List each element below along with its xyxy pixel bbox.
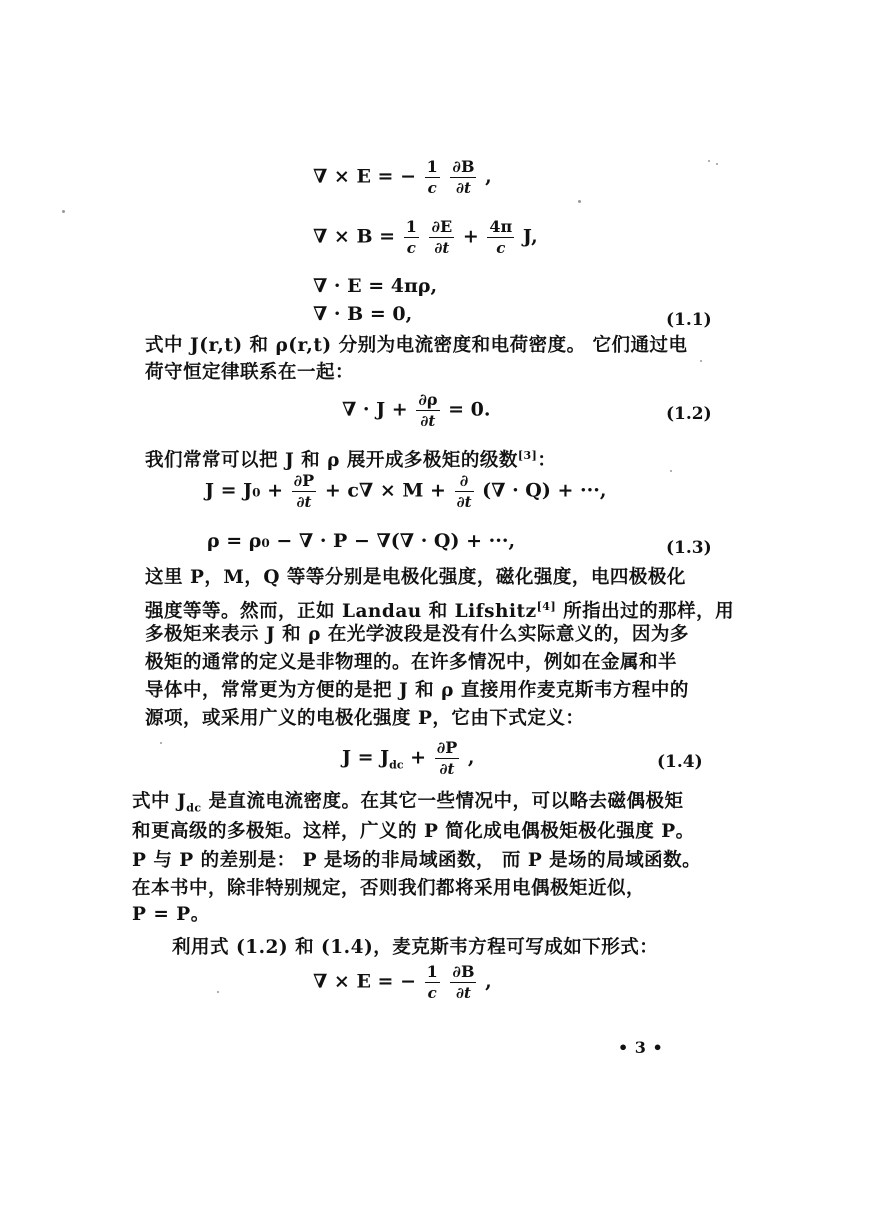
paragraph-line: 多极矩来表示 J 和 ρ 在光学波段是没有什么实际意义的，因为多	[145, 624, 689, 645]
fraction: $\frac{1}{c}$	[426, 962, 438, 1002]
fraction: $\frac{\partial B}{\partial t}$	[452, 962, 475, 1002]
fraction: $\frac{4\pi}{c}$	[489, 217, 513, 257]
fraction: $\frac{\partial P}{\partial t}$	[293, 471, 315, 511]
paragraph-line: 式中 J(r,t) 和 ρ(r,t) 分别为电流密度和电荷密度。 它们通过电	[145, 335, 688, 356]
plus-sign: +	[410, 746, 427, 769]
paragraph-line: 极矩的通常的定义是非物理的。在许多情况中，例如在金属和半	[145, 652, 678, 673]
fraction: $\frac{1}{c}$	[405, 217, 417, 257]
scan-speck	[160, 742, 162, 744]
text-run: 是直流电流密度。在其它一些情况中，可以略去磁偶极矩	[201, 791, 684, 812]
equation-tail: (∇ · Q) + ···,	[482, 479, 607, 502]
equation-multipole-rho: ρ = ρ₀ − ∇ · P − ∇(∇ · Q) + ···,	[207, 530, 516, 552]
subscript: dc	[186, 801, 202, 815]
equation-lhs: J = J₀ +	[205, 479, 283, 502]
equation-ampere	[313, 217, 538, 258]
paragraph-line: 和更高级的多极矩。这样，广义的 P 简化成电偶极矩极化强度 P。	[132, 821, 695, 842]
scan-speck	[578, 200, 581, 203]
text-run: 所指出过的那样，用	[556, 601, 735, 623]
scan-speck	[708, 160, 710, 162]
paragraph-line: P = P。	[132, 904, 210, 925]
subscript: dc	[389, 758, 404, 772]
equation-faraday-repeat	[313, 962, 492, 1003]
equation-gauss-b: ∇ · B = 0,	[313, 303, 413, 325]
fraction: $\frac{\partial}{\partial t}$	[456, 471, 472, 511]
paragraph-line: P 与 P 的差别是： P 是场的非局域函数， 而 P 是场的局域函数。	[132, 850, 702, 871]
equation-generalized-current	[342, 738, 475, 779]
equation-number: (1.4)	[657, 752, 703, 772]
plus-sign: +	[462, 225, 479, 248]
equation-number: (1.1)	[666, 310, 712, 330]
equation-tail: ,	[485, 970, 492, 993]
equation-faraday	[313, 157, 492, 198]
paragraph-line: 荷守恒定律联系在一起：	[145, 362, 355, 383]
page-number: • 3 •	[618, 1038, 664, 1057]
fraction: $\frac{\partial P}{\partial t}$	[436, 738, 458, 778]
citation-ref: [4]	[536, 600, 557, 613]
equation-tail: = 0.	[448, 398, 491, 421]
fraction: $\frac{\partial E}{\partial t}$	[431, 217, 453, 257]
equation-continuity	[342, 390, 491, 431]
citation-ref: [3]	[517, 449, 538, 462]
fraction: $\frac{1}{c}$	[426, 157, 438, 197]
equation-tail: ,	[485, 165, 492, 188]
text-run: 强度等等。然而，正如 Landau 和 Lifshitz	[145, 601, 537, 623]
equation-lhs: ∇ × E = −	[313, 165, 417, 188]
paragraph-line: 导体中，常常更为方便的是把 J 和 ρ 直接用作麦克斯韦方程中的	[145, 680, 689, 701]
equation-mid: + c∇ × M +	[324, 479, 446, 502]
equation-number: (1.2)	[666, 404, 712, 424]
equation-lhs: ∇ × B =	[313, 225, 396, 248]
text-run: ：	[537, 450, 557, 472]
equation-number: (1.3)	[666, 538, 712, 558]
text-run: 式中 J	[132, 791, 187, 812]
equation-gauss-e: ∇ · E = 4πρ,	[313, 275, 438, 297]
paragraph-line: 利用式 (1.2) 和 (1.4)，麦克斯韦方程可写成如下形式：	[172, 937, 659, 958]
equation-lhs: ∇ · J +	[342, 398, 408, 421]
scan-speck	[62, 210, 65, 213]
equation-tail: ,	[467, 746, 475, 769]
equation-lhs: ∇ × E = −	[313, 970, 417, 993]
equation-tail: J,	[522, 225, 538, 248]
scan-speck	[716, 163, 718, 165]
equation-multipole-j	[205, 471, 606, 512]
scan-speck	[670, 470, 672, 472]
fraction: $\frac{\partial\rho}{\partial t}$	[418, 390, 438, 430]
fraction: $\frac{\partial B}{\partial t}$	[452, 157, 475, 197]
text-run: 我们常常可以把 J 和 ρ 展开成多极矩的级数	[145, 450, 518, 472]
paragraph-line: 这里 P，M，Q 等等分别是电极化强度，磁化强度，电四极极化	[145, 567, 686, 588]
paragraph-line: 在本书中，除非特别规定，否则我们都将采用电偶极矩近似，	[132, 878, 646, 899]
scan-speck	[217, 991, 219, 993]
equation-lhs: J = J	[342, 746, 390, 769]
paragraph-line: 源项，或采用广义的电极化强度 P，它由下式定义：	[145, 708, 585, 729]
scan-speck	[700, 360, 702, 362]
